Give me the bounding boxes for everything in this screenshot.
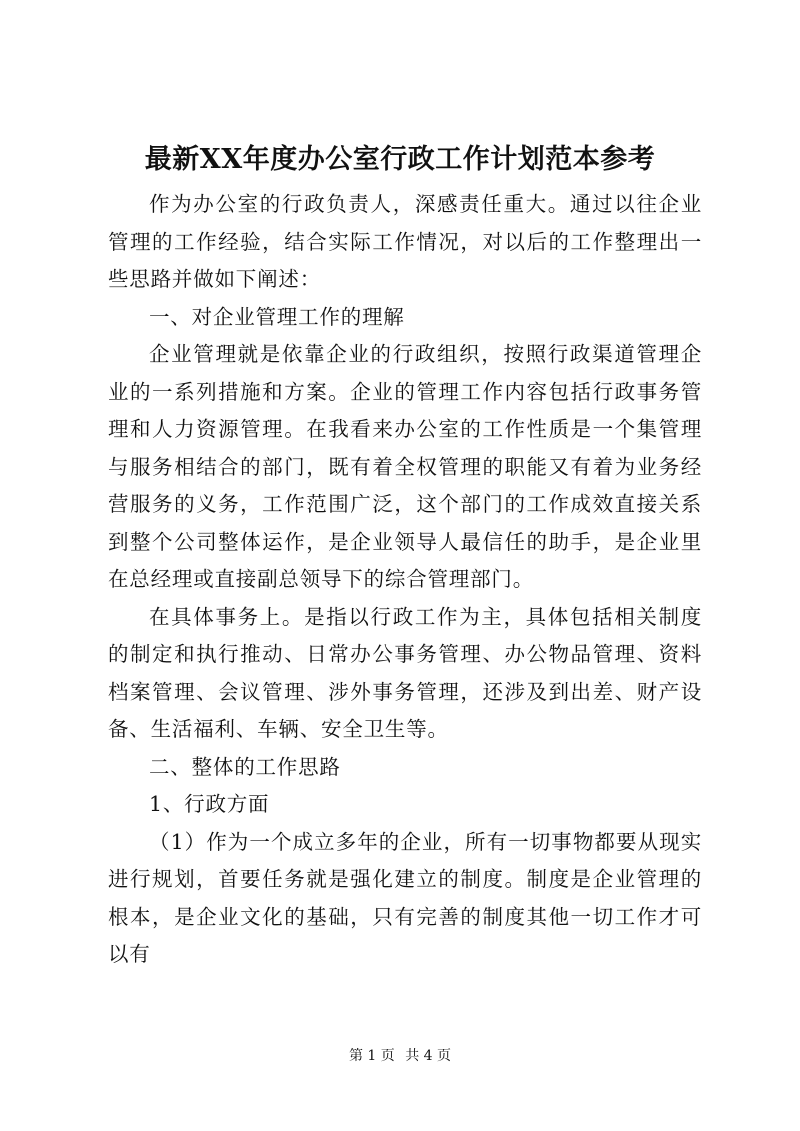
total-pages: 共 4 页 — [405, 1048, 452, 1064]
paragraph-item-1: （1）作为一个成立多年的企业，所有一切事物都要从现实进行规划，首要任务就是强化建立的制度。制度是企业管理的根本，是企业文化的基础，只有完善的制度其他一切工作才可以有 — [108, 829, 702, 966]
section-heading-2: 二、整体的工作思路 — [149, 754, 341, 779]
document-body — [108, 186, 702, 974]
page-number: 第 1 页 — [348, 1048, 395, 1064]
paragraph-management-definition: 企业管理就是依靠企业的行政组织，按照行政渠道管理企业的一系列措施和方案。企业的管理工作内容包括行政事务管理和人力资源管理。在我看来办公室的工作性质是一个集管理与服务相结合的部门，既有着全权管理的职能又有着为业务经营服务的义务，工作范围广泛，这个部门的工作成效直接关系到整个公司整体运作，是企业领导人最信任的助手，是企业里在总经理或直接副总领导下的综合管理部门。 — [108, 342, 702, 591]
paragraph-intro: 作为办公室的行政负责人，深感责任重大。通过以往企业管理的工作经验，结合实际工作情况，对以后的工作整理出一些思路并做如下阐述： — [108, 192, 702, 291]
subsection-heading-administration: 1、行政方面 — [149, 792, 270, 816]
section-heading-1: 一、对企业管理工作的理解 — [149, 304, 405, 329]
document-title: 最新XX年度办公室行政工作计划范本参考 — [144, 144, 656, 175]
paragraph-specific-affairs: 在具体事务上。是指以行政工作为主，具体包括相关制度的制定和执行推动、日常办公事务管理、办公物品管理、资料档案管理、会议管理、涉外事务管理，还涉及到出差、财产设备、生活福利、车辆、安全卫生等。 — [108, 604, 702, 741]
page-footer — [0, 1046, 800, 1066]
